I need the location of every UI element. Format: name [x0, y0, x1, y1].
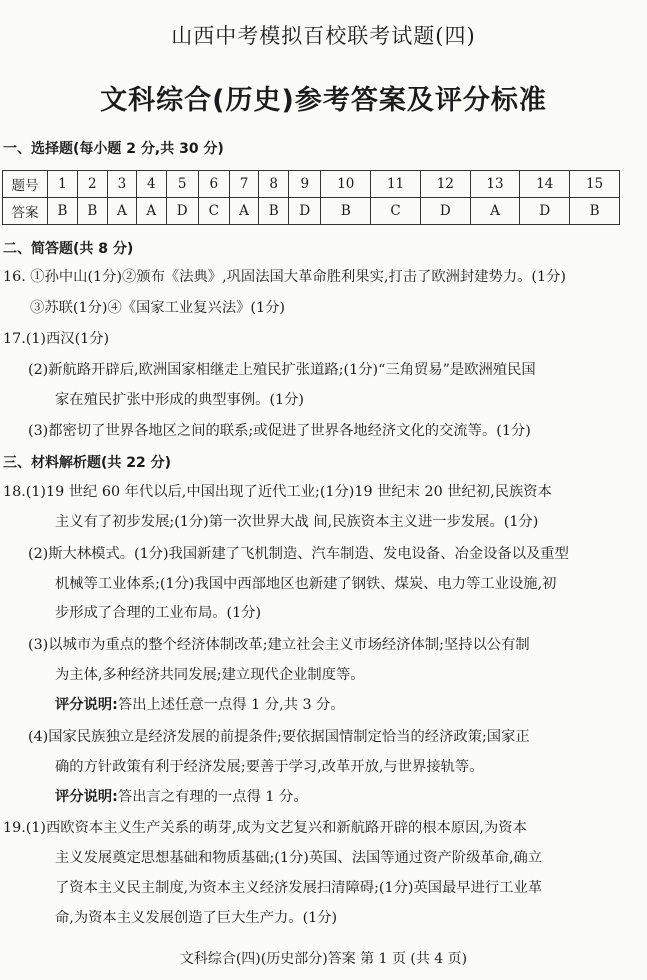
q19-line-2: 主义发展奠定思想基础和物质基础;(1分)英国、法国等通过资产阶级革命,确立: [55, 850, 543, 866]
q18-line-5: 步形成了合理的工业布局。(1分): [55, 605, 262, 621]
section-2-heading: 二、简答题(共 8 分): [3, 241, 134, 257]
q18-line-1: 18.(1)19 世纪 60 年代以后,中国出现了近代工业;(1分)19 世纪末 20 世纪初,民族资本: [3, 484, 552, 500]
answer-cell: D: [166, 198, 198, 225]
answer-cell: A: [229, 198, 258, 225]
question-number: 15: [570, 171, 620, 198]
q18-line-4: 机械等工业体系;(1分)我国中西部地区也新建了钢铁、煤炭、电力等工业设施,初: [55, 576, 557, 592]
question-number: 6: [198, 171, 229, 198]
q18-line-9: 确的方针政策有利于经济发展;要善于学习,改革开放,与世界接轨等。: [55, 759, 484, 775]
q17-line-2: (2)新航路开辟后,欧洲国家相继走上殖民扩张道路;(1分)“三角贸易”是欧洲殖民国: [28, 362, 536, 378]
scoring-note-text: 答出言之有理的一点得 1 分。: [117, 789, 308, 805]
q18-line-8: (4)国家民族独立是经济发展的前提条件;要依据国情制定恰当的经济政策;国家正: [28, 729, 530, 745]
question-number: 8: [259, 171, 289, 198]
q18-line-2: 主义有了初步发展;(1分)第一次世界大战 间,民族资本主义进一步发展。(1分): [55, 514, 539, 530]
row-label-answer: 答案: [3, 198, 48, 225]
q19-line-4: 命,为资本主义发展创造了巨大生产力。(1分): [55, 910, 338, 926]
q18-line-6: (3)以城市为重点的整个经济体制改革;建立社会主义市场经济体制;坚持以公有制: [28, 637, 530, 653]
section-1-heading: 一、选择题(每小题 2 分,共 30 分): [3, 141, 224, 157]
q17-line-4: (3)都密切了世界各地区之间的联系;或促进了世界各地经济文化的交流等。(1分): [28, 423, 531, 439]
answer-cell: B: [77, 198, 107, 225]
scoring-note-text: 答出上述任意一点得 1 分,共 3 分。: [117, 697, 345, 713]
question-number: 12: [420, 171, 470, 198]
answer-cell: D: [520, 198, 570, 225]
q18-line-3: (2)斯大林模式。(1分)我国新建了飞机制造、汽车制造、发电设备、冶金设备以及重型: [28, 546, 569, 562]
q18-line-7: 为主体,多种经济共同发展;建立现代企业制度等。: [55, 667, 365, 683]
q17-line-3: 家在殖民扩张中形成的典型事例。(1分): [55, 392, 304, 408]
question-number: 4: [137, 171, 166, 198]
section-3-heading: 三、材料解析题(共 22 分): [3, 455, 172, 471]
exam-series-title: 山西中考模拟百校联考试题(四): [171, 24, 476, 48]
question-number: 1: [48, 171, 78, 198]
answer-cell: C: [371, 198, 421, 225]
answer-cell: B: [321, 198, 371, 225]
answer-cell: B: [570, 198, 620, 225]
answer-cell: A: [107, 198, 136, 225]
question-number: 9: [289, 171, 321, 198]
question-number: 10: [321, 171, 371, 198]
question-number: 14: [520, 171, 570, 198]
q18-scoring-note-2: [55, 787, 308, 807]
question-number: 7: [229, 171, 258, 198]
question-number: 11: [371, 171, 421, 198]
q16-line-1: 16. ①孙中山(1分)②颁布《法典》,巩固法国大革命胜利果实,打击了欧洲封建势力。(1分): [3, 269, 566, 285]
answer-cell: B: [48, 198, 78, 225]
row-label-question: 题号: [3, 171, 48, 198]
q16-line-2: ③苏联(1分)④《国家工业复兴法》(1分): [30, 300, 285, 316]
question-number-row: [3, 171, 620, 198]
answer-cell: A: [137, 198, 166, 225]
answer-cell: D: [289, 198, 321, 225]
answer-cell: C: [198, 198, 229, 225]
q18-scoring-note-1: [55, 695, 345, 715]
answer-row: [3, 198, 620, 225]
q19-line-1: 19.(1)西欧资本主义生产关系的萌芽,成为文艺复兴和新航路开辟的根本原因,为资本: [3, 820, 527, 836]
question-number: 13: [470, 171, 520, 198]
q19-line-3: 了资本主义民主制度,为资本主义经济发展扫清障碍;(1分)英国最早进行工业革: [55, 880, 543, 896]
scoring-note-label: 评分说明:: [55, 697, 118, 713]
question-number: 5: [166, 171, 198, 198]
scoring-note-label: 评分说明:: [55, 789, 118, 805]
answer-cell: B: [259, 198, 289, 225]
answer-cell: D: [420, 198, 470, 225]
q17-line-1: 17.(1)西汉(1分): [3, 331, 110, 347]
answer-cell: A: [470, 198, 520, 225]
page-title: 文科综合(历史)参考答案及评分标准: [100, 85, 547, 116]
question-number: 2: [77, 171, 107, 198]
question-number: 3: [107, 171, 136, 198]
answer-table: [2, 170, 620, 225]
page-footer: 文科综合(四)(历史部分)答案 第 1 页 (共 4 页): [179, 951, 468, 967]
